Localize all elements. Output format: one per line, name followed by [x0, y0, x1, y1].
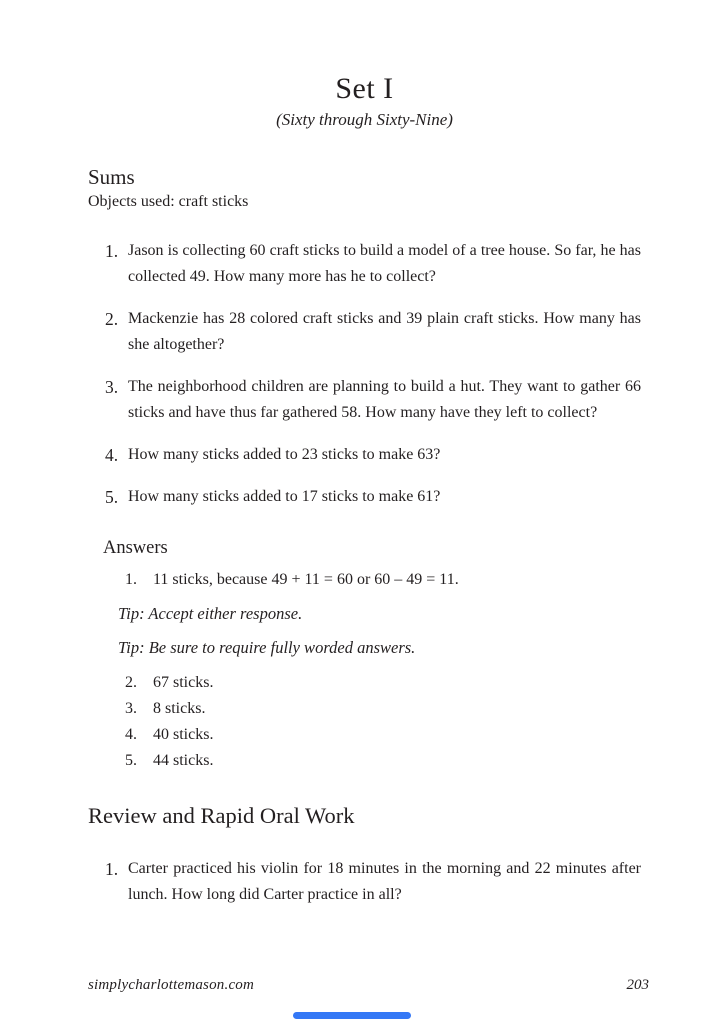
problem-text: Carter practiced his violin for 18 minutes in the morning and 22 minutes after lunch. How long did Carter practice in all?	[128, 860, 641, 903]
problem-item	[105, 306, 641, 358]
problem-number: 4.	[105, 445, 119, 465]
page-footer	[88, 977, 649, 994]
problem-number: 1.	[105, 859, 119, 879]
problem-number: 3.	[105, 377, 119, 397]
problem-text: Jason is collecting 60 craft sticks to build a model of a tree house. So far, he has collected 49. How many more has he to collect?	[128, 242, 641, 285]
sums-problem-list	[88, 238, 641, 510]
problem-number: 2.	[105, 309, 119, 329]
answer-item	[125, 670, 641, 696]
footer-site-name: simplycharlottemason.com	[88, 977, 255, 993]
problem-number: 5.	[105, 487, 119, 507]
answer-number: 4.	[125, 726, 137, 743]
problem-number: 1.	[105, 241, 119, 261]
problem-item	[105, 856, 641, 908]
footer-page-number: 203	[626, 977, 649, 993]
problem-item	[105, 484, 641, 510]
problem-text: The neighborhood children are planning to build a hut. They want to gather 66 sticks and have thus far gathered 58. How many have they left to collect?	[128, 378, 641, 421]
answer-text: 8 sticks.	[153, 700, 206, 717]
answer-number: 2.	[125, 674, 137, 691]
answer-number: 1.	[125, 571, 137, 588]
sums-heading: Sums	[88, 165, 135, 189]
problem-item	[105, 238, 641, 290]
review-problem-list	[88, 856, 641, 908]
objects-used-note: Objects used: craft sticks	[88, 193, 249, 210]
home-indicator-bar	[293, 1012, 411, 1019]
answer-text: 67 sticks.	[153, 674, 214, 691]
problem-item	[105, 374, 641, 426]
answer-text: 44 sticks.	[153, 752, 214, 769]
problem-text: Mackenzie has 28 colored craft sticks and 39 plain craft sticks. How many has she altogether?	[128, 310, 641, 353]
problem-text: How many sticks added to 17 sticks to make 61?	[128, 488, 441, 505]
answer-item	[125, 722, 641, 748]
answer-number: 3.	[125, 700, 137, 717]
answer-number: 5.	[125, 752, 137, 769]
answers-rest-list	[88, 670, 641, 774]
review-heading: Review and Rapid Oral Work	[88, 803, 355, 828]
answer-text: 11 sticks, because 49 + 11 = 60 or 60 – 49 = 11.	[153, 571, 459, 588]
problem-text: How many sticks added to 23 sticks to make 63?	[128, 446, 441, 463]
tip-note: Tip: Be sure to require fully worded answers.	[118, 638, 416, 657]
page-content	[88, 0, 641, 924]
answer-text: 40 sticks.	[153, 726, 214, 743]
page-subtitle: (Sixty through Sixty-Nine)	[276, 110, 453, 129]
answers-heading: Answers	[103, 538, 168, 558]
tip-note: Tip: Accept either response.	[118, 604, 303, 623]
problem-item	[105, 442, 641, 468]
page-title: Set I	[335, 72, 394, 105]
answer-item	[125, 748, 641, 774]
answer-item	[125, 567, 641, 593]
answer-item	[125, 696, 641, 722]
title-block	[88, 72, 641, 131]
